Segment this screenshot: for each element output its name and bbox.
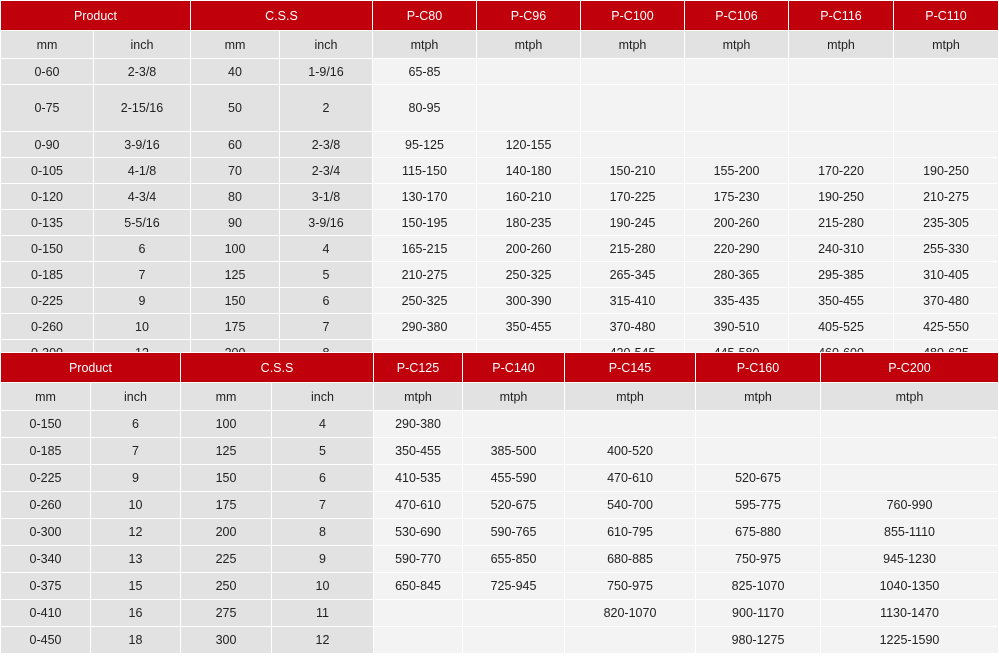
size-cell: 0-225: [1, 465, 91, 492]
units-row: [1, 383, 999, 411]
size-cell: 5: [272, 438, 374, 465]
capacity-cell: 470-610: [374, 492, 463, 519]
capacity-cell: 215-280: [789, 210, 894, 236]
capacity-cell: [565, 411, 696, 438]
size-cell: 11: [272, 600, 374, 627]
capacity-cell: [821, 411, 999, 438]
header-p-c110: P-C110: [894, 1, 999, 31]
capacity-cell: 170-220: [789, 158, 894, 184]
capacity-cell: 410-535: [374, 465, 463, 492]
size-cell: 150: [191, 288, 280, 314]
unit-cell: inch: [94, 31, 191, 59]
size-cell: 16: [91, 600, 181, 627]
capacity-cell: 220-290: [685, 236, 789, 262]
size-cell: 0-105: [1, 158, 94, 184]
size-cell: 0-260: [1, 492, 91, 519]
capacity-cell: 175-230: [685, 184, 789, 210]
size-cell: 50: [191, 85, 280, 132]
capacity-cell: 120-155: [477, 132, 581, 158]
size-cell: 9: [94, 288, 191, 314]
capacity-cell: 655-850: [463, 546, 565, 573]
size-cell: 5: [280, 262, 373, 288]
table-row: [1, 236, 999, 262]
capacity-cell: 350-455: [789, 288, 894, 314]
capacity-cell: 820-1070: [565, 600, 696, 627]
size-cell: 9: [272, 546, 374, 573]
unit-cell: inch: [91, 383, 181, 411]
capacity-cell: [894, 59, 999, 85]
capacity-cell: [789, 85, 894, 132]
size-cell: 60: [191, 132, 280, 158]
capacity-cell: 405-525: [789, 314, 894, 340]
capacity-cell: [685, 59, 789, 85]
capacity-cell: 295-385: [789, 262, 894, 288]
capacity-cell: 160-210: [477, 184, 581, 210]
capacity-cell: [894, 132, 999, 158]
table-row: [1, 627, 999, 654]
size-cell: 12: [91, 519, 181, 546]
capacity-cell: [821, 465, 999, 492]
size-cell: 200: [181, 519, 272, 546]
size-cell: 13: [91, 546, 181, 573]
capacity-cell: [894, 85, 999, 132]
header-p-c116: P-C116: [789, 1, 894, 31]
size-cell: 0-75: [1, 85, 94, 132]
capacity-cell: 1040-1350: [821, 573, 999, 600]
size-cell: 3-9/16: [94, 132, 191, 158]
size-cell: 0-185: [1, 262, 94, 288]
header-p-c96: P-C96: [477, 1, 581, 31]
size-cell: 5-5/16: [94, 210, 191, 236]
size-cell: 7: [280, 314, 373, 340]
header-c-s-s: C.S.S: [181, 353, 374, 383]
size-cell: 7: [272, 492, 374, 519]
capacity-cell: 250-325: [477, 262, 581, 288]
capacity-cell: 350-455: [477, 314, 581, 340]
capacity-cell: 115-150: [373, 158, 477, 184]
capacity-cell: 190-250: [894, 158, 999, 184]
unit-cell: mtph: [685, 31, 789, 59]
size-cell: 300: [181, 627, 272, 654]
capacity-cell: 455-590: [463, 465, 565, 492]
table-row: [1, 546, 999, 573]
size-cell: 150: [181, 465, 272, 492]
capacity-cell: 370-480: [581, 314, 685, 340]
size-cell: 10: [91, 492, 181, 519]
capacity-cell: 300-390: [477, 288, 581, 314]
unit-cell: mtph: [789, 31, 894, 59]
size-cell: 0-300: [1, 519, 91, 546]
capacity-cell: 540-700: [565, 492, 696, 519]
size-cell: 0-135: [1, 210, 94, 236]
size-cell: 10: [94, 314, 191, 340]
size-cell: 12: [272, 627, 374, 654]
unit-cell: mtph: [894, 31, 999, 59]
size-cell: 2-15/16: [94, 85, 191, 132]
table-row: [1, 288, 999, 314]
capacity-cell: 150-210: [581, 158, 685, 184]
table-row: [1, 600, 999, 627]
capacity-cell: [581, 59, 685, 85]
header-p-c106: P-C106: [685, 1, 789, 31]
size-cell: 9: [91, 465, 181, 492]
capacity-cell: 980-1275: [696, 627, 821, 654]
capacity-cell: [789, 132, 894, 158]
size-cell: 225: [181, 546, 272, 573]
size-cell: 175: [181, 492, 272, 519]
size-cell: 4: [272, 411, 374, 438]
capacity-cell: 335-435: [685, 288, 789, 314]
table-row: [1, 411, 999, 438]
header-p-c100: P-C100: [581, 1, 685, 31]
size-cell: 250: [181, 573, 272, 600]
capacity-cell: [696, 438, 821, 465]
unit-cell: mtph: [373, 31, 477, 59]
capacity-cell: 680-885: [565, 546, 696, 573]
size-cell: 6: [272, 465, 374, 492]
size-cell: 15: [91, 573, 181, 600]
header-p-c125: P-C125: [374, 353, 463, 383]
capacity-cell: 390-510: [685, 314, 789, 340]
capacity-cell: [477, 59, 581, 85]
size-cell: 6: [280, 288, 373, 314]
capacity-cell: [477, 85, 581, 132]
unit-cell: mtph: [581, 31, 685, 59]
capacity-cell: 520-675: [696, 465, 821, 492]
capacity-cell: [821, 438, 999, 465]
size-cell: 2-3/8: [280, 132, 373, 158]
table-row: [1, 184, 999, 210]
size-cell: 125: [191, 262, 280, 288]
table-row: [1, 519, 999, 546]
capacity-cell: 290-380: [373, 314, 477, 340]
capacity-cell: 425-550: [894, 314, 999, 340]
header-product: Product: [1, 353, 181, 383]
capacity-cell: 180-235: [477, 210, 581, 236]
size-cell: 4-1/8: [94, 158, 191, 184]
unit-cell: inch: [272, 383, 374, 411]
capacity-cell: [685, 85, 789, 132]
unit-cell: mm: [191, 31, 280, 59]
capacity-cell: 530-690: [374, 519, 463, 546]
capacity-cell: 945-1230: [821, 546, 999, 573]
table-row: [1, 132, 999, 158]
capacity-cell: 190-250: [789, 184, 894, 210]
size-cell: 18: [91, 627, 181, 654]
capacity-cell: 675-880: [696, 519, 821, 546]
unit-cell: mtph: [696, 383, 821, 411]
size-cell: 0-120: [1, 184, 94, 210]
size-cell: 0-225: [1, 288, 94, 314]
header-p-c160: P-C160: [696, 353, 821, 383]
capacity-table-2: [0, 352, 999, 654]
capacity-cell: [581, 85, 685, 132]
unit-cell: mm: [1, 383, 91, 411]
capacity-cell: 215-280: [581, 236, 685, 262]
capacity-cell: 385-500: [463, 438, 565, 465]
size-cell: 125: [181, 438, 272, 465]
capacity-cell: 130-170: [373, 184, 477, 210]
size-cell: 175: [191, 314, 280, 340]
size-cell: 275: [181, 600, 272, 627]
unit-cell: mtph: [374, 383, 463, 411]
capacity-cell: 855-1110: [821, 519, 999, 546]
table-row: [1, 438, 999, 465]
table-row: [1, 465, 999, 492]
capacity-cell: 1130-1470: [821, 600, 999, 627]
size-cell: 1-9/16: [280, 59, 373, 85]
capacity-cell: 95-125: [373, 132, 477, 158]
capacity-cell: 170-225: [581, 184, 685, 210]
capacity-cell: 900-1170: [696, 600, 821, 627]
header-p-c145: P-C145: [565, 353, 696, 383]
size-cell: 10: [272, 573, 374, 600]
size-cell: 0-150: [1, 411, 91, 438]
size-cell: 7: [94, 262, 191, 288]
unit-cell: mtph: [477, 31, 581, 59]
capacity-cell: 825-1070: [696, 573, 821, 600]
capacity-cell: [374, 627, 463, 654]
capacity-cell: 140-180: [477, 158, 581, 184]
header-product: Product: [1, 1, 191, 31]
capacity-cell: 470-610: [565, 465, 696, 492]
size-cell: 100: [181, 411, 272, 438]
capacity-cell: 520-675: [463, 492, 565, 519]
size-cell: 6: [94, 236, 191, 262]
size-cell: 6: [91, 411, 181, 438]
size-cell: 0-150: [1, 236, 94, 262]
capacity-cell: [581, 132, 685, 158]
capacity-cell: 750-975: [696, 546, 821, 573]
table-row: [1, 314, 999, 340]
size-cell: 2: [280, 85, 373, 132]
capacity-cell: 725-945: [463, 573, 565, 600]
size-cell: 4-3/4: [94, 184, 191, 210]
capacity-cell: 595-775: [696, 492, 821, 519]
capacity-cell: 165-215: [373, 236, 477, 262]
capacity-cell: 150-195: [373, 210, 477, 236]
size-cell: 7: [91, 438, 181, 465]
size-cell: 0-260: [1, 314, 94, 340]
size-cell: 3-1/8: [280, 184, 373, 210]
header-p-c200: P-C200: [821, 353, 999, 383]
capacity-cell: 155-200: [685, 158, 789, 184]
size-cell: 2-3/4: [280, 158, 373, 184]
table-row: [1, 59, 999, 85]
size-cell: 0-340: [1, 546, 91, 573]
capacity-cell: 350-455: [374, 438, 463, 465]
capacity-cell: [565, 627, 696, 654]
size-cell: 40: [191, 59, 280, 85]
capacity-cell: 240-310: [789, 236, 894, 262]
units-row: [1, 31, 999, 59]
capacity-cell: 590-765: [463, 519, 565, 546]
header-c-s-s: C.S.S: [191, 1, 373, 31]
capacity-cell: [463, 600, 565, 627]
capacity-cell: 760-990: [821, 492, 999, 519]
capacity-cell: 65-85: [373, 59, 477, 85]
capacity-cell: 200-260: [477, 236, 581, 262]
size-cell: 8: [272, 519, 374, 546]
capacity-cell: [463, 627, 565, 654]
capacity-cell: 80-95: [373, 85, 477, 132]
size-cell: 0-375: [1, 573, 91, 600]
capacity-cell: 190-245: [581, 210, 685, 236]
size-cell: 80: [191, 184, 280, 210]
capacity-cell: [789, 59, 894, 85]
capacity-cell: [374, 600, 463, 627]
capacity-cell: [463, 411, 565, 438]
table-row: [1, 573, 999, 600]
capacity-cell: 200-260: [685, 210, 789, 236]
unit-cell: mtph: [463, 383, 565, 411]
table-row: [1, 210, 999, 236]
unit-cell: mtph: [565, 383, 696, 411]
size-cell: 0-60: [1, 59, 94, 85]
capacity-cell: 310-405: [894, 262, 999, 288]
header-p-c80: P-C80: [373, 1, 477, 31]
capacity-cell: 610-795: [565, 519, 696, 546]
size-cell: 2-3/8: [94, 59, 191, 85]
table-row: [1, 158, 999, 184]
unit-cell: mm: [181, 383, 272, 411]
table-row: [1, 492, 999, 519]
capacity-cell: 650-845: [374, 573, 463, 600]
size-cell: 4: [280, 236, 373, 262]
header-p-c140: P-C140: [463, 353, 565, 383]
size-cell: 90: [191, 210, 280, 236]
size-cell: 70: [191, 158, 280, 184]
size-cell: 0-450: [1, 627, 91, 654]
capacity-cell: 750-975: [565, 573, 696, 600]
capacity-cell: 250-325: [373, 288, 477, 314]
capacity-cell: 235-305: [894, 210, 999, 236]
capacity-cell: 280-365: [685, 262, 789, 288]
capacity-cell: [685, 132, 789, 158]
capacity-cell: 400-520: [565, 438, 696, 465]
size-cell: 0-410: [1, 600, 91, 627]
capacity-cell: 590-770: [374, 546, 463, 573]
capacity-cell: 370-480: [894, 288, 999, 314]
capacity-cell: 1225-1590: [821, 627, 999, 654]
capacity-cell: [696, 411, 821, 438]
size-cell: 0-185: [1, 438, 91, 465]
capacity-cell: 315-410: [581, 288, 685, 314]
size-cell: 100: [191, 236, 280, 262]
capacity-cell: 255-330: [894, 236, 999, 262]
unit-cell: mtph: [821, 383, 999, 411]
size-cell: 3-9/16: [280, 210, 373, 236]
unit-cell: mm: [1, 31, 94, 59]
size-cell: 0-90: [1, 132, 94, 158]
capacity-cell: 210-275: [894, 184, 999, 210]
table-row: [1, 85, 999, 132]
capacity-cell: 210-275: [373, 262, 477, 288]
capacity-cell: 290-380: [374, 411, 463, 438]
table-row: [1, 262, 999, 288]
unit-cell: inch: [280, 31, 373, 59]
capacity-cell: 265-345: [581, 262, 685, 288]
